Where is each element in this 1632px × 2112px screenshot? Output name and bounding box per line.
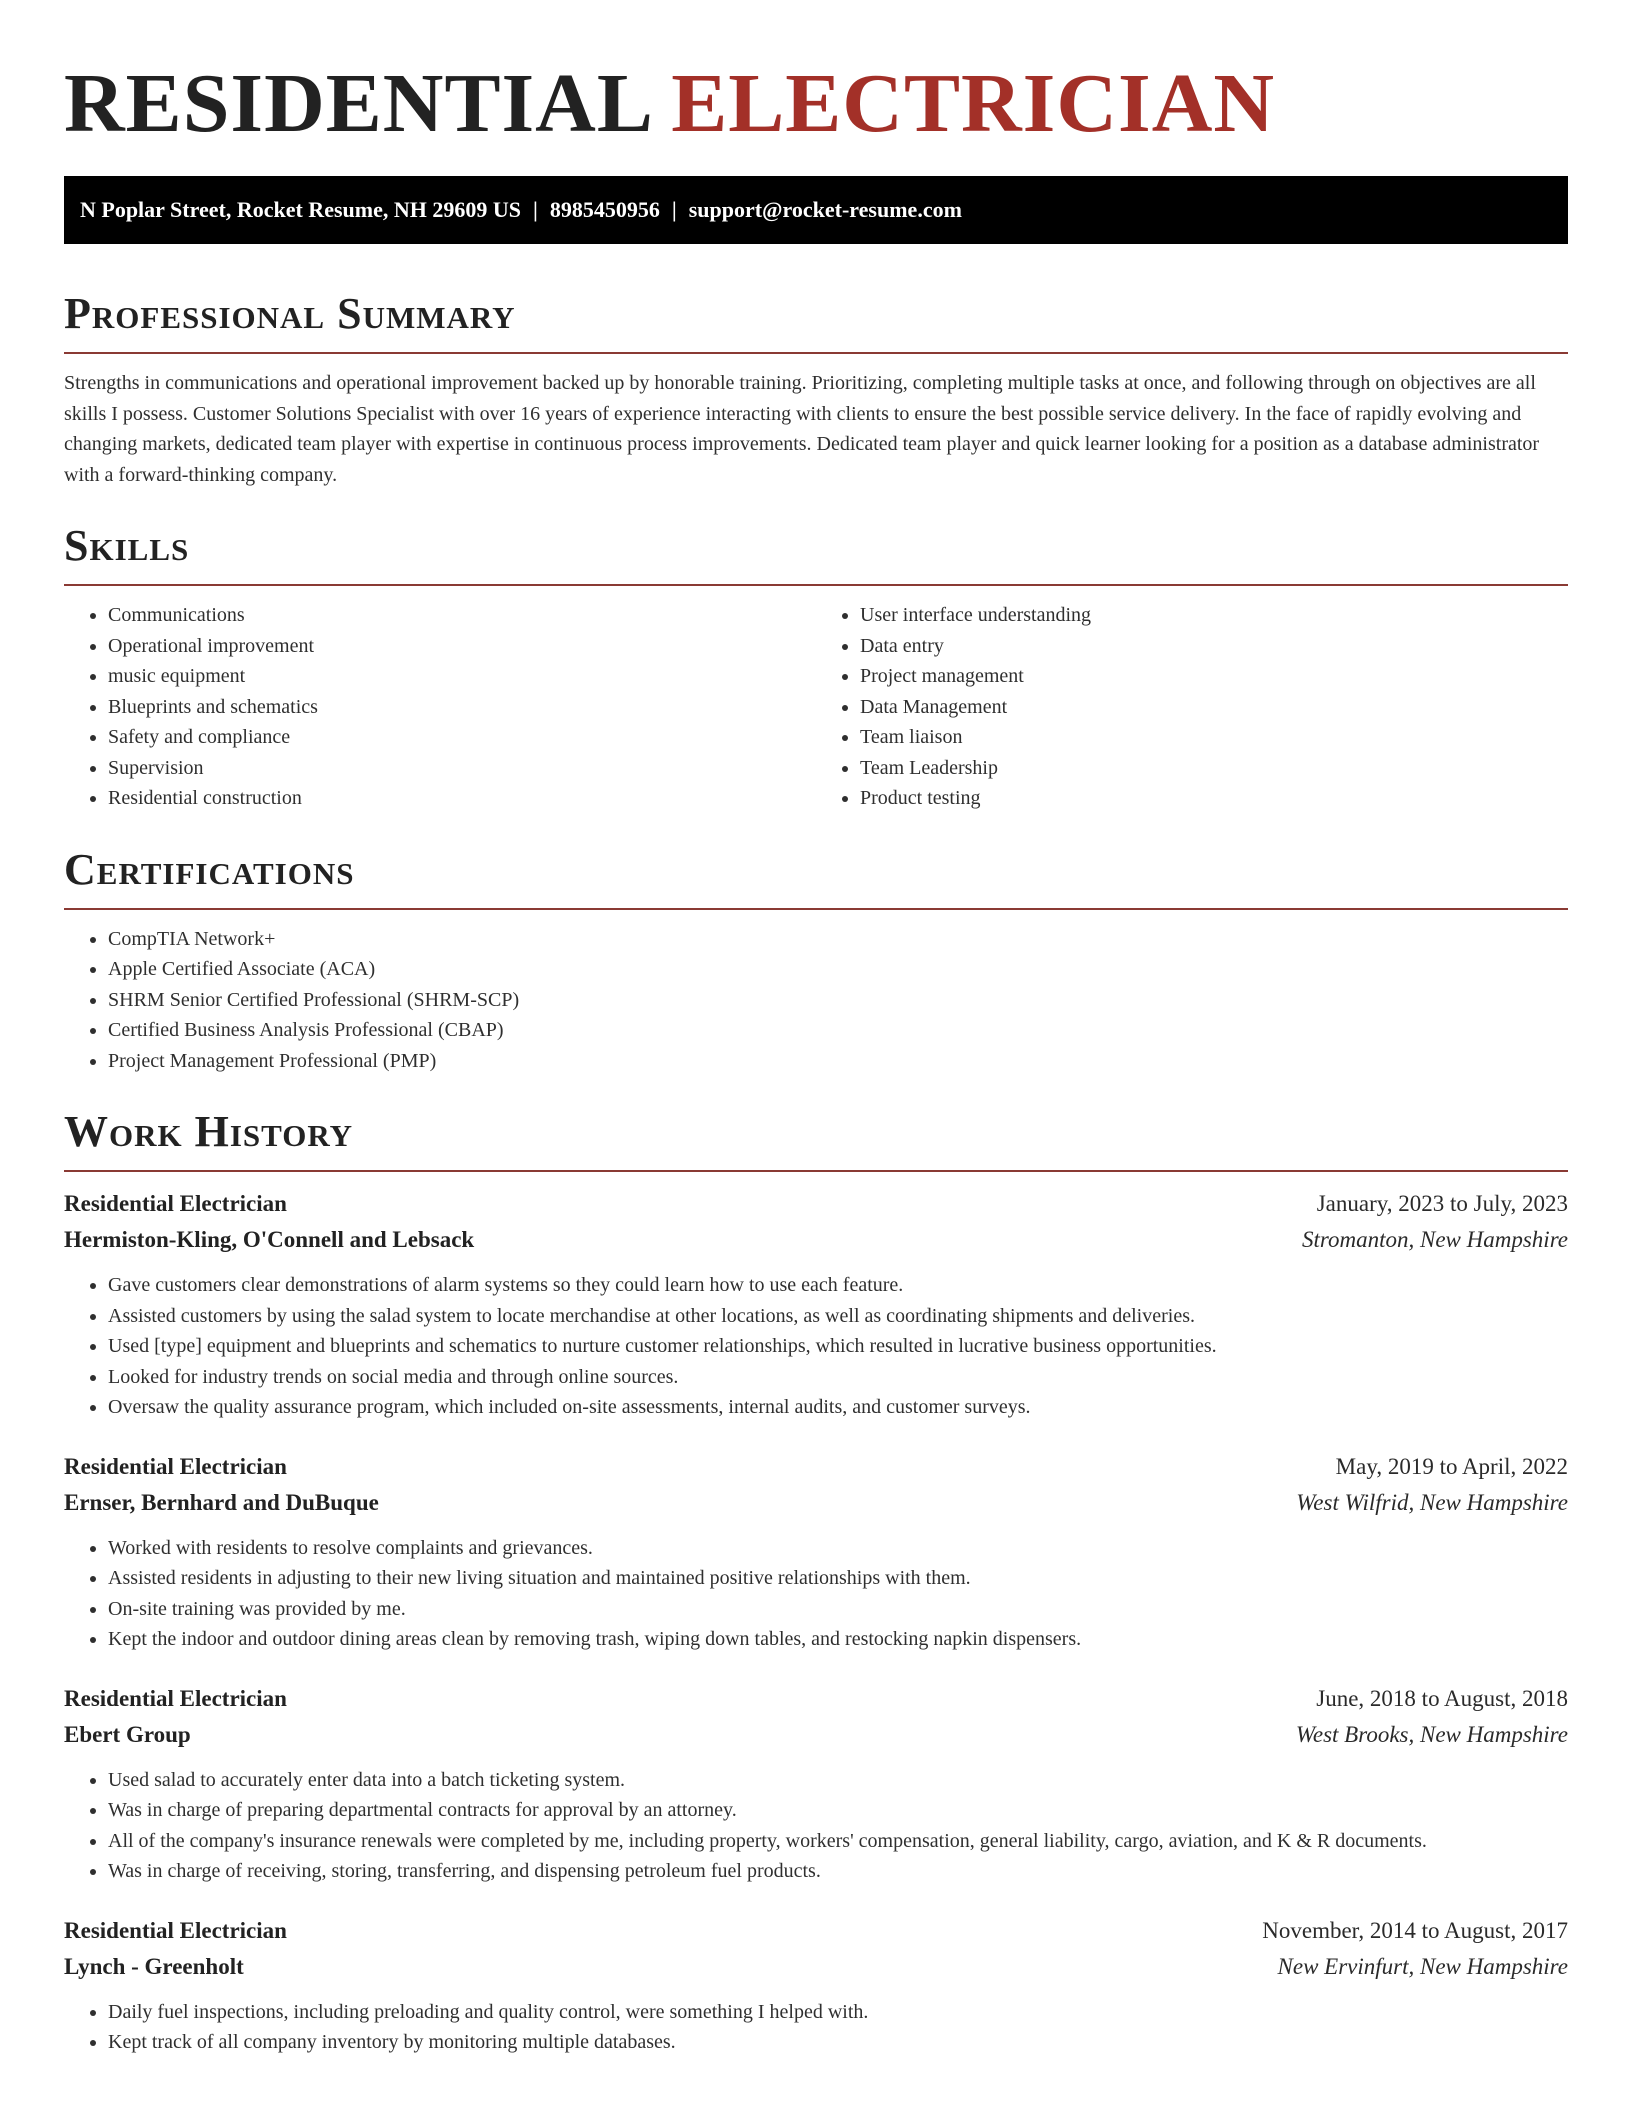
- skill-item: • Safety and compliance: [108, 722, 816, 753]
- section-divider: [64, 908, 1568, 910]
- job-title: Residential Electrician: [64, 1685, 287, 1711]
- job-entry: [64, 1913, 1568, 2058]
- skill-item: • Operational improvement: [108, 631, 816, 662]
- job-bullet: • All of the company's insurance renewals were completed by me, including property, workers' compensation, general liability, cargo, aviation, and K & R documents.: [108, 1826, 1568, 1857]
- section-title-summary: Professional Summary: [64, 289, 516, 338]
- certification-item: • Apple Certified Associate (ACA): [108, 954, 1568, 985]
- work-history-section: [64, 1106, 1568, 2058]
- job-bullet: • Used [type] equipment and blueprints and schematics to nurture customer relationships, which resulted in lucrative business opportunities.: [108, 1331, 1568, 1362]
- skill-item: • Team Leadership: [860, 753, 1568, 784]
- job-company: Lynch - Greenholt: [64, 1953, 244, 1979]
- job-bullets: [64, 1997, 1568, 2058]
- job-bullet: • On-site training was provided by me.: [108, 1594, 1568, 1625]
- skills-section: [64, 520, 1568, 814]
- job-bullets: [64, 1765, 1568, 1887]
- skill-item: • Supervision: [108, 753, 816, 784]
- job-location: West Wilfrid, New Hampshire: [1296, 1489, 1568, 1515]
- job-entry: [64, 1681, 1568, 1887]
- contact-phone: 8985450956: [549, 197, 660, 222]
- skill-item: • Data entry: [860, 631, 1568, 662]
- job-bullet: • Kept track of all company inventory by monitoring multiple databases.: [108, 2027, 1568, 2058]
- skill-item: • music equipment: [108, 661, 816, 692]
- job-company: Ernser, Bernhard and DuBuque: [64, 1489, 379, 1515]
- skill-item: • Blueprints and schematics: [108, 692, 816, 723]
- job-bullet: • Used salad to accurately enter data into a batch ticketing system.: [108, 1765, 1568, 1796]
- name-first: RESIDENTIAL: [64, 57, 650, 150]
- job-bullet: • Assisted residents in adjusting to their new living situation and maintained positive relationships with them.: [108, 1563, 1568, 1594]
- job-location: Stromanton, New Hampshire: [1302, 1227, 1568, 1252]
- job-dates: January, 2023 to July, 2023: [1316, 1191, 1568, 1216]
- skills-list-left: [64, 600, 816, 814]
- job-company: Hermiston-Kling, O'Connell and Lebsack: [64, 1227, 475, 1252]
- name-last: ELECTRICIAN: [671, 57, 1276, 150]
- section-title-skills: Skills: [64, 521, 190, 570]
- skill-item: • Project management: [860, 661, 1568, 692]
- section-divider: [64, 584, 1568, 586]
- section-title-work-history: Work History: [64, 1107, 354, 1156]
- job-dates: May, 2019 to April, 2022: [1335, 1453, 1568, 1479]
- job-bullet: • Was in charge of receiving, storing, transferring, and dispensing petroleum fuel products.: [108, 1856, 1568, 1887]
- summary-section: [64, 288, 1568, 490]
- certifications-section: [64, 844, 1568, 1077]
- contact-separator: |: [671, 197, 677, 222]
- job-title: Residential Electrician: [64, 1917, 287, 1943]
- job-company: Ebert Group: [64, 1721, 191, 1747]
- job-bullet: • Gave customers clear demonstrations of alarm systems so they could learn how to use each feature.: [108, 1270, 1568, 1301]
- skill-item: • Data Management: [860, 692, 1568, 723]
- skill-item: • Communications: [108, 600, 816, 631]
- certification-item: • CompTIA Network+: [108, 924, 1568, 955]
- job-bullet: • Assisted customers by using the salad system to locate merchandise at other locations, as well as coordinating shipments and deliveries.: [108, 1301, 1568, 1332]
- contact-bar: [64, 176, 1568, 244]
- job-location: West Brooks, New Hampshire: [1295, 1721, 1568, 1747]
- summary-text: Strengths in communications and operational improvement backed up by honorable training. Prioritizing, completing multiple tasks at once, and following through on objectives are all skills I possess. Customer Solutions Specialist with over 16 years of experience interacting with clients to ensure the best possible service delivery. In the face of rapidly evolving and changing markets, dedicated team player with expertise in continuous process improvements. Dedicated team player and quick learner looking for a position as a database administrator with a forward-thinking company.: [64, 372, 1540, 486]
- job-dates: June, 2018 to August, 2018: [1316, 1685, 1568, 1711]
- skill-item: • User interface understanding: [860, 600, 1568, 631]
- job-bullet: • Worked with residents to resolve complaints and grievances.: [108, 1533, 1568, 1564]
- section-title-certifications: Certifications: [64, 844, 355, 894]
- job-bullets: [64, 1270, 1568, 1423]
- skills-columns: [64, 600, 1568, 814]
- certification-item: • SHRM Senior Certified Professional (SHRM-SCP): [108, 985, 1568, 1016]
- job-bullet: • Oversaw the quality assurance program, which included on-site assessments, internal audits, and customer surveys.: [108, 1392, 1568, 1423]
- section-divider: [64, 1170, 1568, 1172]
- skill-item: • Product testing: [860, 783, 1568, 814]
- certification-item: • Certified Business Analysis Professional (CBAP): [108, 1015, 1568, 1046]
- section-divider: [64, 352, 1568, 354]
- job-bullet: • Looked for industry trends on social media and through online sources.: [108, 1362, 1568, 1393]
- job-bullet: • Daily fuel inspections, including preloading and quality control, were something I helped with.: [108, 1997, 1568, 2028]
- skills-list-right: [816, 600, 1568, 814]
- contact-separator: |: [532, 197, 538, 222]
- job-entry: [64, 1449, 1568, 1655]
- skill-item: • Team liaison: [860, 722, 1568, 753]
- contact-address: N Poplar Street, Rocket Resume, NH 29609 US: [80, 197, 521, 222]
- certification-item: • Project Management Professional (PMP): [108, 1046, 1568, 1077]
- job-entry: [64, 1186, 1568, 1423]
- job-bullet: • Was in charge of preparing departmental contracts for approval by an attorney.: [108, 1795, 1568, 1826]
- job-bullet: • Kept the indoor and outdoor dining areas clean by removing trash, wiping down tables, and restocking napkin dispensers.: [108, 1624, 1568, 1655]
- job-dates: November, 2014 to August, 2017: [1262, 1917, 1568, 1943]
- contact-email: support@rocket-resume.com: [688, 197, 962, 222]
- skill-item: • Residential construction: [108, 783, 816, 814]
- job-bullets: [64, 1533, 1568, 1655]
- certifications-list: [64, 924, 1568, 1077]
- job-title: Residential Electrician: [64, 1191, 287, 1216]
- job-location: New Ervinfurt, New Hampshire: [1277, 1953, 1568, 1979]
- resume-name: [64, 56, 1568, 152]
- job-title: Residential Electrician: [64, 1453, 287, 1479]
